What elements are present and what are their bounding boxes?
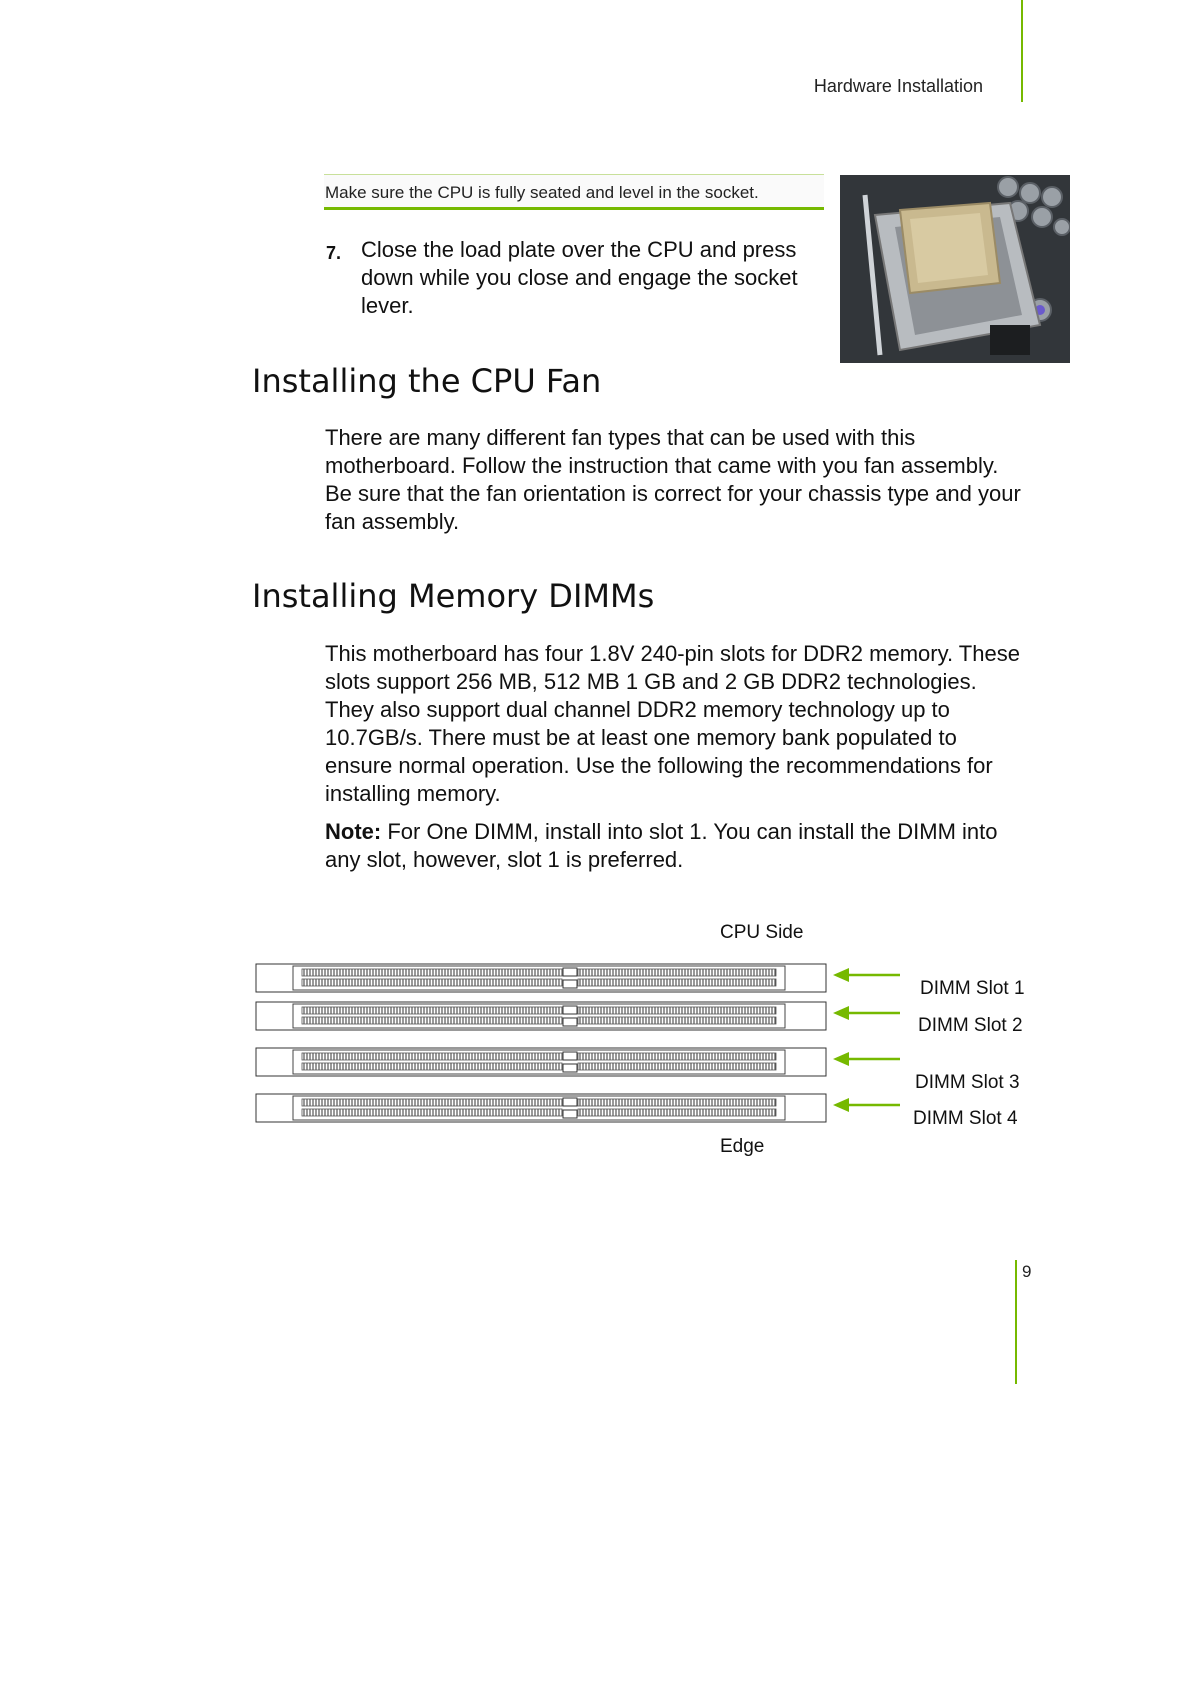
dimm-slot-diagram (255, 900, 1055, 1170)
dimm-key-lower-2 (563, 1018, 577, 1026)
running-header: Hardware Installation (813, 76, 983, 96)
header-rule (1021, 0, 1023, 102)
arrow-head-1 (833, 968, 849, 982)
dimm-slot-1-label: DIMM Slot 1 (920, 978, 1025, 999)
pin-row-right-4-1 (578, 1099, 776, 1106)
pin-row-left-3-1 (302, 1053, 562, 1060)
cpu-socket-photo (840, 175, 1070, 363)
footer-rule (1015, 1260, 1017, 1384)
pin-row-left-2-1 (302, 1007, 562, 1014)
dimm-slot-4-label: DIMM Slot 4 (913, 1108, 1018, 1129)
pin-row-right-3-2 (578, 1063, 776, 1070)
pin-row-left-1-1 (302, 969, 562, 976)
note-label: Note: (325, 819, 382, 844)
dimm-key-1 (563, 968, 577, 976)
pin-row-right-1-2 (578, 979, 776, 986)
dimm-key-lower-4 (563, 1110, 577, 1118)
pin-row-left-2-2 (302, 1017, 562, 1024)
step-number: 7. (326, 243, 342, 263)
dimm-key-2 (563, 1006, 577, 1014)
edge-label: Edge (720, 1136, 765, 1157)
cpu-side-label: CPU Side (720, 922, 804, 943)
pin-row-right-1-1 (578, 969, 776, 976)
pin-row-left-4-1 (302, 1099, 562, 1106)
section-heading-cpu-fan: Installing the CPU Fan (252, 362, 602, 400)
pin-row-right-2-2 (578, 1017, 776, 1024)
step-text: Close the load plate over the CPU and press down while you close and engage the socket lever. (361, 237, 798, 318)
paragraph-cpu-fan: There are many different fan types that can be used with this motherboard. Follow the instruction that came with you fan assembly. Be sure that the fan orientation is correct for your chassis type and your fan assembly. (325, 425, 1021, 534)
pin-row-right-2-1 (578, 1007, 776, 1014)
section-heading-memory: Installing Memory DIMMs (252, 577, 655, 615)
pin-row-left-1-2 (302, 979, 562, 986)
callout-box (324, 174, 824, 210)
note-text: For One DIMM, install into slot 1. You can install the DIMM into any slot, however, slot 1 is preferred. (325, 819, 998, 872)
page-number: 9 (1022, 1262, 1032, 1281)
arrow-head-3 (833, 1052, 849, 1066)
dimm-slot-3-label: DIMM Slot 3 (915, 1072, 1020, 1093)
pin-row-right-4-2 (578, 1109, 776, 1116)
note-paragraph (325, 818, 1025, 874)
dimm-key-lower-1 (563, 980, 577, 988)
dimm-key-4 (563, 1098, 577, 1106)
dimm-key-lower-3 (563, 1064, 577, 1072)
pin-row-right-3-1 (578, 1053, 776, 1060)
arrow-head-2 (833, 1006, 849, 1020)
dimm-slot-2-label: DIMM Slot 2 (918, 1015, 1023, 1036)
arrow-head-4 (833, 1098, 849, 1112)
paragraph-memory: This motherboard has four 1.8V 240-pin slots for DDR2 memory. These slots support 256 MB, 512 MB 1 GB and 2 GB DDR2 technologies. They also support dual channel DDR2 memory technology up to 10.7GB/s. There must be at least one memory bank populated to ensure normal operation. Use the following the recommendations for installing memory. (325, 641, 1020, 806)
callout-text: Make sure the CPU is fully seated and level in the socket. (325, 183, 759, 202)
dimm-key-3 (563, 1052, 577, 1060)
pin-row-left-4-2 (302, 1109, 562, 1116)
pin-row-left-3-2 (302, 1063, 562, 1070)
